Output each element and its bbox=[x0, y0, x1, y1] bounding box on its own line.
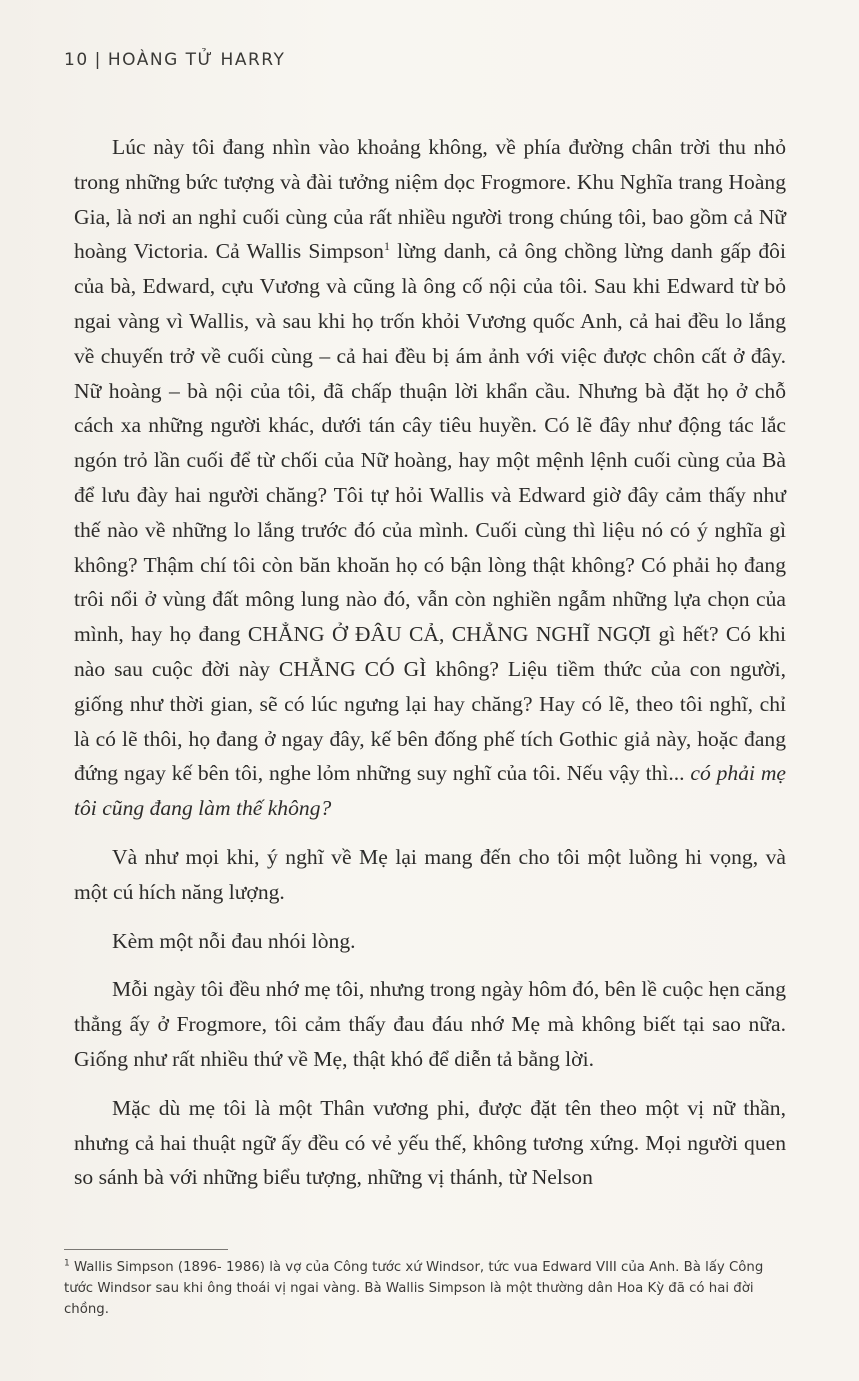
paragraph bbox=[74, 130, 786, 826]
running-header bbox=[64, 50, 285, 70]
body-text bbox=[74, 130, 786, 1209]
footnote-marker: 1 bbox=[64, 1258, 70, 1269]
header-separator: | bbox=[94, 50, 102, 70]
paragraph: Mỗi ngày tôi đều nhớ mẹ tôi, nhưng trong ngày hôm đó, bên lề cuộc hẹn căng thẳng ấy ở Frogmore, tôi cảm thấy đau đáu nhớ Mẹ mà không biết tại sao nữa. Giống như rất nhiều thứ về Mẹ, thật khó để diễn tả bằng lời. bbox=[74, 977, 786, 1071]
footnote-text: Wallis Simpson (1896- 1986) là vợ của Công tước xứ Windsor, tức vua Edward VIII của Anh. Bà lấy Công tước Windsor sau khi ông thoái vị ngai vàng. Bà Wallis Simpson là một thường dân Hoa Kỳ đã có hai đời chồng. bbox=[64, 1260, 764, 1317]
footnote-divider bbox=[64, 1249, 228, 1250]
paragraph: Kèm một nỗi đau nhói lòng. bbox=[112, 928, 356, 953]
footnote bbox=[64, 1257, 794, 1320]
italic-text: có phải mẹ tôi cũng đang làm thế không? bbox=[74, 761, 786, 821]
book-title: HOÀNG TỬ HARRY bbox=[107, 50, 286, 70]
paragraph-text: lừng danh, cả ông chồng lừng danh gấp đôi của bà, Edward, cựu Vương và cũng là ông cố nội của tôi. Sau khi Edward từ bỏ ngai vàng vì Wallis, và sau khi họ trốn khỏi Vương quốc Anh, cả hai đều lo lắng về chuyến trở về cuối cùng – cả hai đều bị ám ảnh với việc được chôn cất ở đây. Nữ hoàng – bà nội của tôi, đã chấp thuận lời khẩn cầu. Nhưng bà đặt họ ở chỗ cách xa những người khác, dưới tán cây tiêu huyền. Có lẽ đây như động tác lắc ngón trỏ lần cuối để từ chối của Nữ hoàng, hay một mệnh lệnh cuối cùng của Bà để lưu đày hai người chăng? Tôi tự hỏi Wallis và Edward giờ đây cảm thấy như thế nào về những lo lắng trước đó của mình. Cuối cùng thì liệu nó có ý nghĩa gì không? Thậm chí tôi còn băn khoăn họ có bận lòng thật không? Có phải họ đang trôi nổi ở vùng đất mông lung nào đó, vẫn còn nghiền ngẫm những lựa chọn của mình, hay họ đang CHẲNG Ở ĐÂU CẢ, CHẲNG NGHĨ NGỢI gì hết? Có khi nào sau cuộc đời này CHẲNG CÓ GÌ không? Liệu tiềm thức của con người, giống như thời gian, sẽ có lúc ngưng lại hay chăng? Hay có lẽ, theo tôi nghĩ, chỉ là có lẽ thôi, họ đang ở ngay đây, kế bên đống phế tích Gothic giả này, hoặc đang đứng ngay kế bên tôi, nghe lỏm những suy nghĩ của tôi. Nếu vậy thì... bbox=[74, 239, 786, 786]
paragraph: Và như mọi khi, ý nghĩ về Mẹ lại mang đến cho tôi một luồng hi vọng, và một cú hích năng lượng. bbox=[74, 844, 786, 904]
footnote-reference[interactable]: 1 bbox=[383, 239, 390, 254]
paragraph-text: Lúc này tôi đang nhìn vào khoảng không, về phía đường chân trời thu nhỏ trong những bức tượng và đài tưởng niệm dọc Frogmore. Khu Nghĩa trang Hoàng Gia, là nơi an nghỉ cuối cùng của rất nhiều người trong chúng tôi, bao gồm cả Nữ hoàng Victoria. Cả Wallis Simpson bbox=[74, 135, 786, 264]
page-number: 10 bbox=[64, 50, 89, 70]
paragraph: Mặc dù mẹ tôi là một Thân vương phi, được đặt tên theo một vị nữ thần, nhưng cả hai thuật ngữ ấy đều có vẻ yếu thế, không tương xứng. Mọi người quen so sánh bà với những biểu tượng, những vị thánh, từ Nelson bbox=[74, 1095, 786, 1190]
